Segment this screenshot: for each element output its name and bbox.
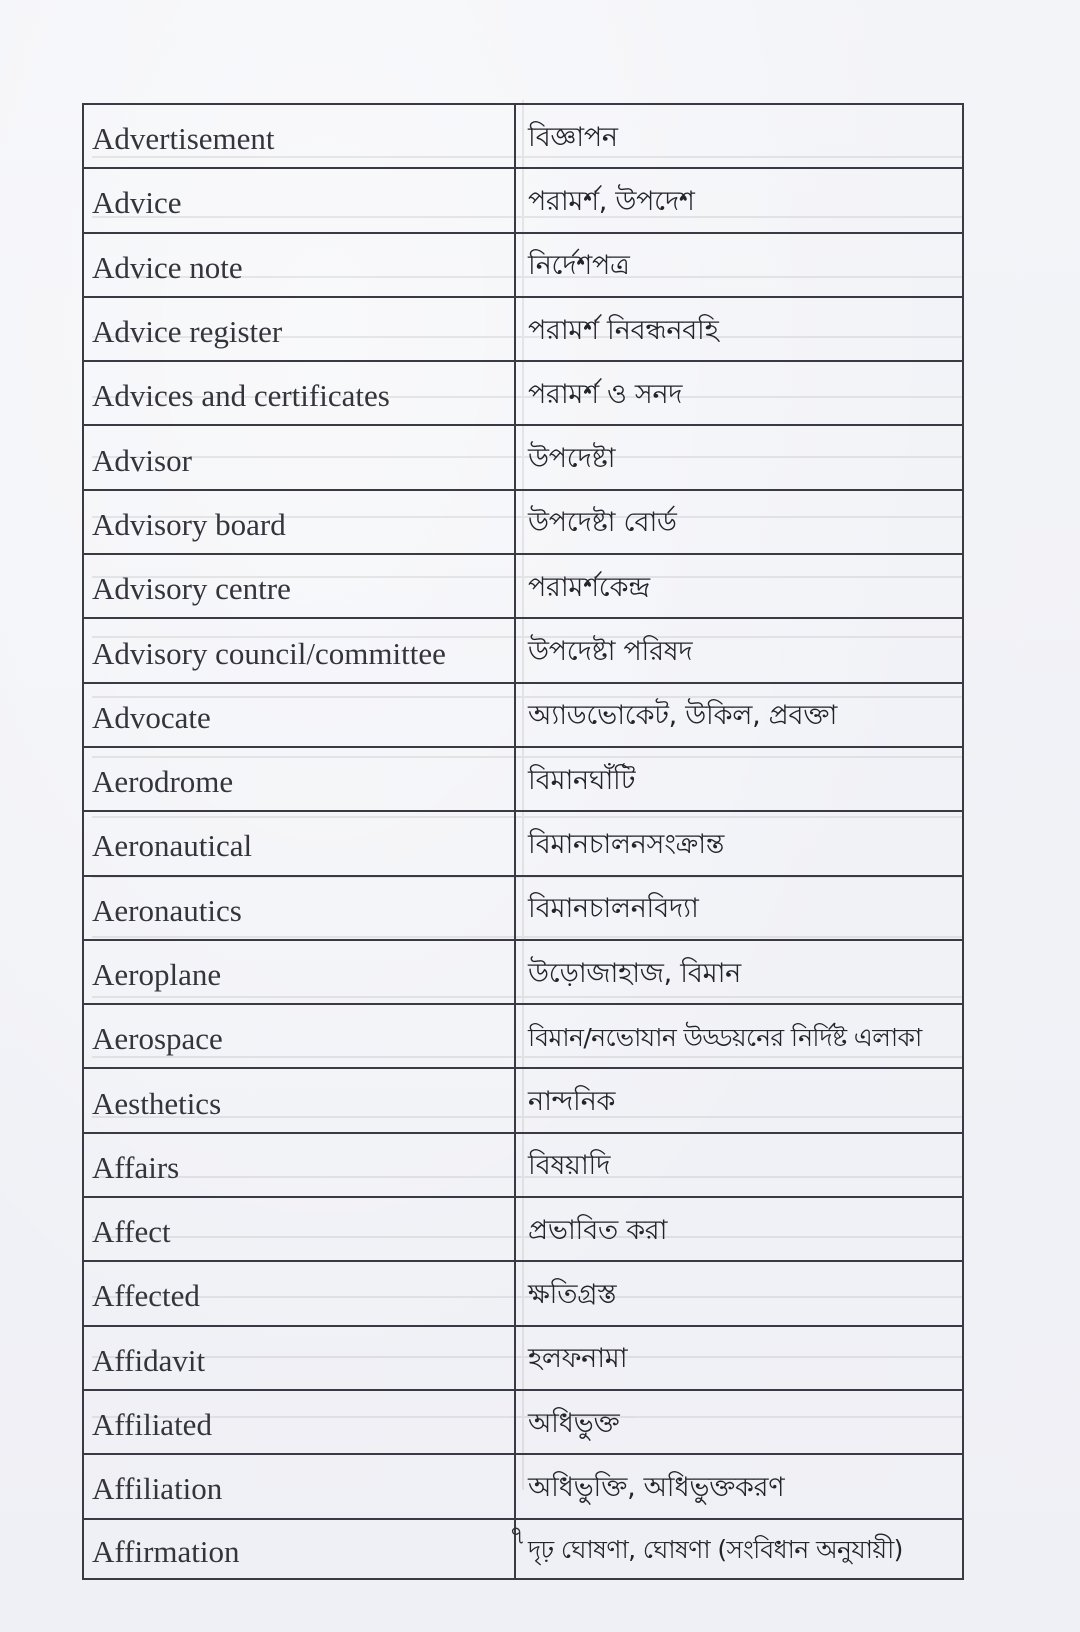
term-cell: Aeronautical bbox=[83, 811, 515, 875]
term-cell: Affirmation bbox=[83, 1519, 515, 1579]
table-row bbox=[83, 747, 963, 811]
term-cell: Advisory board bbox=[83, 490, 515, 554]
table-row bbox=[83, 490, 963, 554]
term-cell: Affect bbox=[83, 1197, 515, 1261]
term-cell: Affairs bbox=[83, 1133, 515, 1197]
table-row bbox=[83, 361, 963, 425]
translation-cell: অধিভুক্তি, অধিভুক্তকরণ bbox=[515, 1454, 963, 1518]
table-row bbox=[83, 1068, 963, 1132]
term-cell: Aerodrome bbox=[83, 747, 515, 811]
translation-cell: দৃঢ় ঘোষণা, ঘোষণা (সংবিধান অনুযায়ী) bbox=[515, 1519, 963, 1579]
term-cell: Affiliated bbox=[83, 1390, 515, 1454]
term-cell: Affected bbox=[83, 1261, 515, 1325]
table-row bbox=[83, 1454, 963, 1518]
term-cell: Aeroplane bbox=[83, 940, 515, 1004]
table-row bbox=[83, 811, 963, 875]
table-row bbox=[83, 1261, 963, 1325]
page-number: ৭ bbox=[509, 1521, 526, 1551]
term-cell: Advices and certificates bbox=[83, 361, 515, 425]
translation-cell: ক্ষতিগ্রস্ত bbox=[515, 1261, 963, 1325]
translation-cell: নান্দনিক bbox=[515, 1068, 963, 1132]
table-row bbox=[83, 618, 963, 682]
table-row bbox=[83, 876, 963, 940]
translation-cell: হলফনামা bbox=[515, 1326, 963, 1390]
table-row bbox=[83, 104, 963, 168]
table-row bbox=[83, 1197, 963, 1261]
table-row bbox=[83, 940, 963, 1004]
table-row bbox=[83, 554, 963, 618]
translation-cell: নির্দেশপত্র bbox=[515, 233, 963, 297]
term-cell: Aesthetics bbox=[83, 1068, 515, 1132]
table-row bbox=[83, 1133, 963, 1197]
translation-cell: অধিভুক্ত bbox=[515, 1390, 963, 1454]
translation-cell: বিজ্ঞাপন bbox=[515, 104, 963, 168]
glossary-table bbox=[82, 103, 964, 1580]
translation-cell: পরামর্শকেন্দ্র bbox=[515, 554, 963, 618]
term-cell: Aerospace bbox=[83, 1004, 515, 1068]
term-cell: Advisor bbox=[83, 425, 515, 489]
table-row bbox=[83, 297, 963, 361]
translation-cell: বিমানচালনসংক্রান্ত bbox=[515, 811, 963, 875]
translation-cell: বিষয়াদি bbox=[515, 1133, 963, 1197]
term-cell: Affiliation bbox=[83, 1454, 515, 1518]
table-row bbox=[83, 683, 963, 747]
table-row bbox=[83, 233, 963, 297]
table-row bbox=[83, 425, 963, 489]
translation-cell: প্রভাবিত করা bbox=[515, 1197, 963, 1261]
table-row bbox=[83, 168, 963, 232]
translation-cell: বিমানঘাঁটি bbox=[515, 747, 963, 811]
table-row bbox=[83, 1326, 963, 1390]
term-cell: Advertisement bbox=[83, 104, 515, 168]
translation-cell: উপদেষ্টা পরিষদ bbox=[515, 618, 963, 682]
translation-cell: পরামর্শ নিবন্ধনবহি bbox=[515, 297, 963, 361]
term-cell: Advice register bbox=[83, 297, 515, 361]
translation-cell: পরামর্শ, উপদেশ bbox=[515, 168, 963, 232]
term-cell: Advisory council/committee bbox=[83, 618, 515, 682]
translation-cell: বিমান/নভোযান উড্ডয়নের নির্দিষ্ট এলাকা bbox=[515, 1004, 963, 1068]
translation-cell: উড়োজাহাজ, বিমান bbox=[515, 940, 963, 1004]
translation-cell: উপদেষ্টা বোর্ড bbox=[515, 490, 963, 554]
table-row bbox=[83, 1004, 963, 1068]
translation-cell: অ্যাডভোকেট, উকিল, প্রবক্তা bbox=[515, 683, 963, 747]
translation-cell: পরামর্শ ও সনদ bbox=[515, 361, 963, 425]
term-cell: Advisory centre bbox=[83, 554, 515, 618]
term-cell: Affidavit bbox=[83, 1326, 515, 1390]
translation-cell: বিমানচালনবিদ্যা bbox=[515, 876, 963, 940]
term-cell: Advice note bbox=[83, 233, 515, 297]
translation-cell: উপদেষ্টা bbox=[515, 425, 963, 489]
table-row bbox=[83, 1390, 963, 1454]
term-cell: Advocate bbox=[83, 683, 515, 747]
term-cell: Aeronautics bbox=[83, 876, 515, 940]
term-cell: Advice bbox=[83, 168, 515, 232]
